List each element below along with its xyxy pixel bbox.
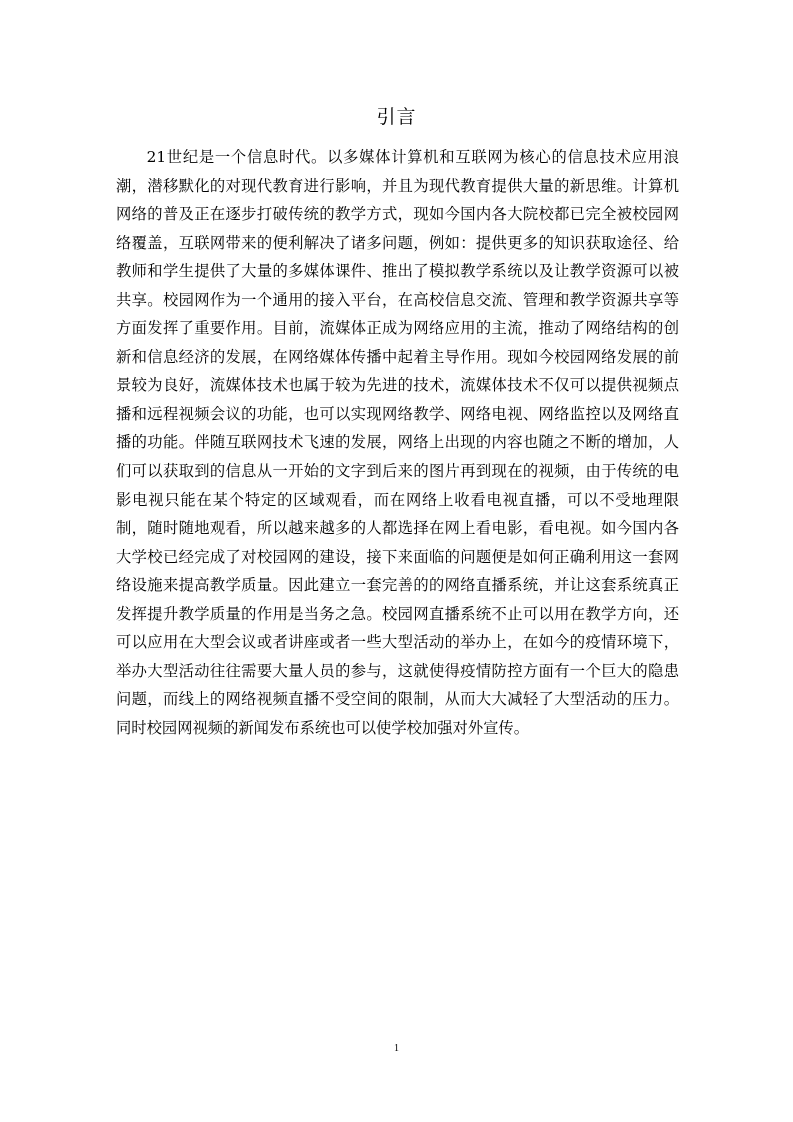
body-paragraph: 21世纪是一个信息时代。以多媒体计算机和互联网为核心的信息技术应用浪潮，潜移默化的对现代教育进行影响，并且为现代教育提供大量的新思维。计算机网络的普及正在逐步打破传统的教学方式，现如今国内各大院校都已完全被校园网络覆盖，互联网带来的便利解决了诸多问题，例如：提供更多的知识获取途径、给教师和学生提供了大量的多媒体课件、推出了模拟教学系统以及让教学资源可以被共享。校园网作为一个通用的接入平台，在高校信息交流、管理和教学资源共享等方面发挥了重要作用。目前，流媒体正成为网络应用的主流，推动了网络结构的创新和信息经济的发展，在网络媒体传播中起着主导作用。现如今校园网络发展的前景较为良好，流媒体技术也属于较为先进的技术，流媒体技术不仅可以提供视频点播和远程视频会议的功能，也可以实现网络教学、网络电视、网络监控以及网络直播的功能。伴随互联网技术飞速的发展，网络上出现的内容也随之不断的增加，人们可以获取到的信息从一开始的文字到后来的图片再到现在的视频，由于传统的电影电视只能在某个特定的区域观看，而在网络上收看电视直播，可以不受地理限制，随时随地观看，所以越来越多的人都选择在网上看电影，看电视。如今国内各大学校已经完成了对校园网的建设，接下来面临的问题便是如何正确利用这一套网络设施来提高教学质量。因此建立一套完善的的网络直播系统，并让这套系统真正发挥提升教学质量的作用是当务之急。校园网直播系统不止可以用在教学方向，还可以应用在大型会议或者讲座或者一些大型活动的举办上，在如今的疫情环境下，举办大型活动往往需要大量人员的参与，这就使得疫情防控方面有一个巨大的隐患问题，而线上的网络视频直播不受空间的限制，从而大大减轻了大型活动的压力。同时校园网视频的新闻发布系统也可以使学校加强对外宣传。 — [116, 148, 679, 737]
section-title: 引言 — [376, 106, 417, 128]
page-number: 1 — [394, 1043, 399, 1054]
